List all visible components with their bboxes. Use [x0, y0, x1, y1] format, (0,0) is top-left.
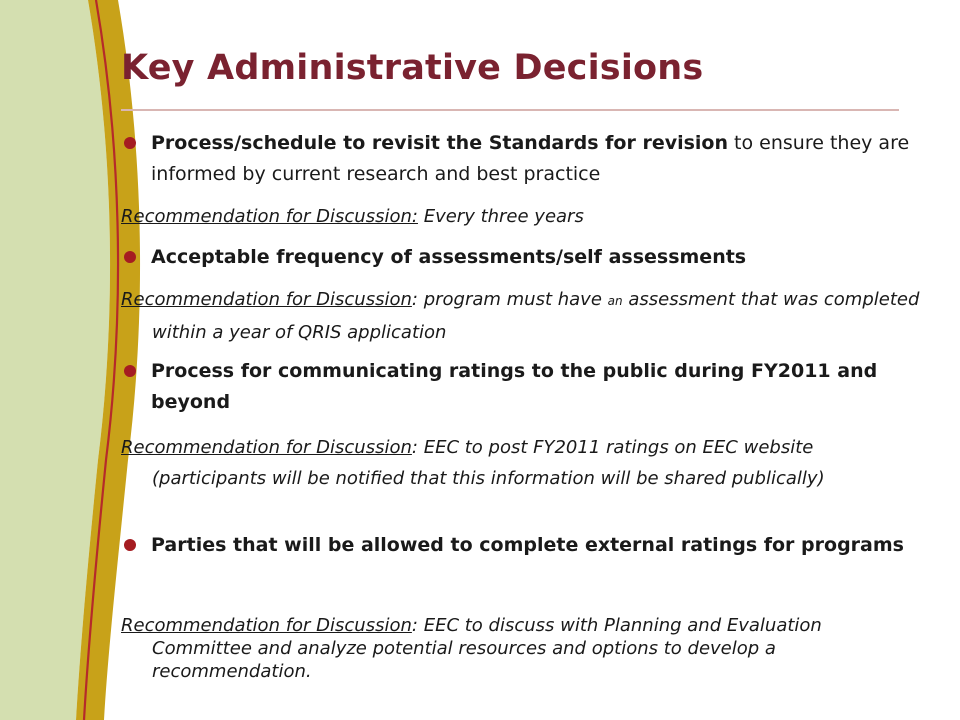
- recommendation-small-word: an: [607, 294, 623, 308]
- bullet-item-assessment-frequency: [151, 242, 941, 273]
- recommendation-label: Recommendation for Discussion: [121, 615, 412, 636]
- bullet-item-standards-revision: [151, 128, 941, 190]
- recommendation-label: Recommendation for Discussion: [121, 289, 412, 310]
- recommendation-text-b: assessment that was completed within a year of QRIS application: [152, 289, 920, 343]
- recommendation-text: Every three years: [417, 206, 584, 227]
- bullet-heading: Acceptable frequency of assessments/self assessments: [151, 246, 747, 268]
- bullet-item-external-ratings: [151, 532, 941, 558]
- recommendation-text: : EEC to post FY2011 ratings on EEC website (participants will be notified that this information will be shared publically): [152, 437, 825, 489]
- recommendation-text-a: : program must have: [411, 289, 608, 310]
- bullet-detail: to ensure they are informed by current research and best practice: [151, 132, 910, 185]
- recommendation-label: Recommendation for Discussion:: [121, 206, 418, 227]
- bullet-heading: Parties that will be allowed to complete external ratings for programs: [151, 534, 904, 556]
- bullet-dot-icon: [124, 539, 136, 551]
- recommendation-assessment-frequency: [121, 284, 921, 348]
- bullet-dot-icon: [124, 251, 136, 263]
- bullet-dot-icon: [124, 137, 136, 149]
- title-divider: [121, 109, 899, 111]
- bullet-dot-icon: [124, 365, 136, 377]
- recommendation-communicating-ratings: [121, 432, 921, 494]
- bullet-heading: Process for communicating ratings to the public during FY2011 and beyond: [151, 360, 878, 413]
- recommendation-text: : EEC to discuss with Planning and Evaluation Committee and analyze potential resources and options to develop a recommendation.: [152, 615, 822, 682]
- recommendation-label: Recommendation for Discussion: [121, 437, 412, 458]
- page-title: Key Administrative Decisions: [121, 48, 704, 88]
- bullet-item-communicating-ratings: [151, 356, 941, 418]
- recommendation-standards-revision: [121, 201, 921, 232]
- bullet-heading: Process/schedule to revisit the Standards for revision: [151, 132, 729, 154]
- recommendation-external-ratings: [121, 614, 921, 683]
